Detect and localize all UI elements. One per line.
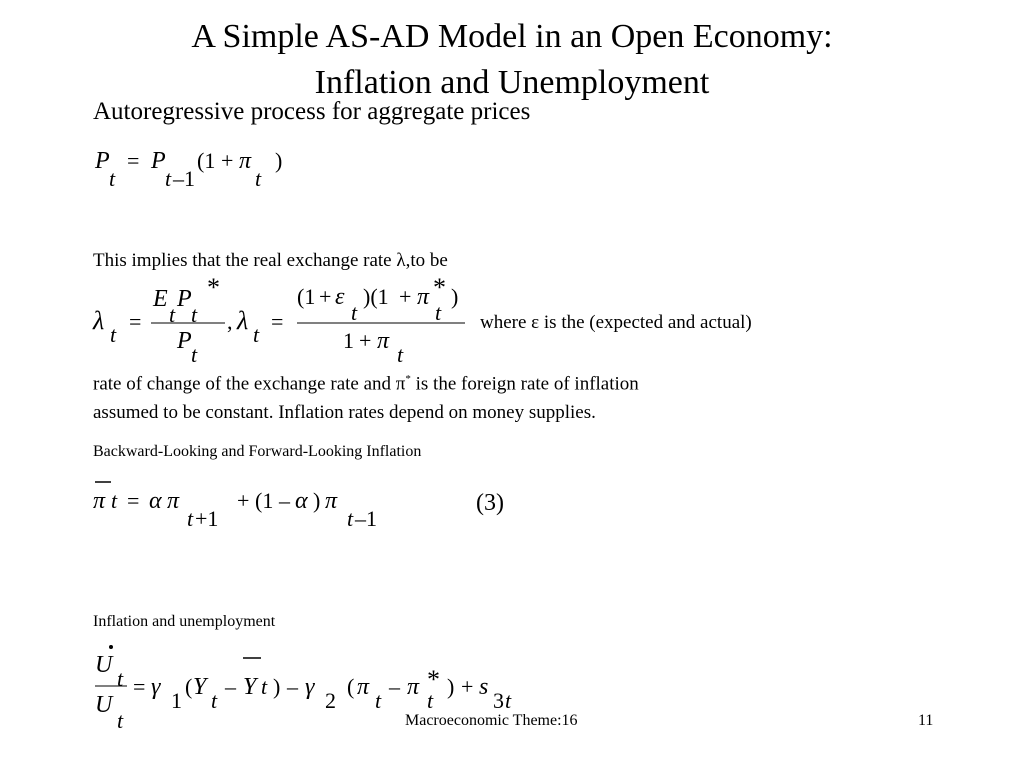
svg-text:–1: –1 xyxy=(173,166,195,191)
svg-text:1: 1 xyxy=(171,688,182,713)
svg-text:t: t xyxy=(253,322,260,347)
svg-text:–: – xyxy=(287,674,298,699)
svg-text:+: + xyxy=(319,284,332,309)
svg-text:s: s xyxy=(479,674,489,700)
svg-text:(: ( xyxy=(347,674,355,699)
equation-price-process xyxy=(93,140,313,200)
svg-text:–: – xyxy=(225,674,236,699)
svg-text:π: π xyxy=(417,284,430,310)
svg-text:λ: λ xyxy=(237,306,249,335)
slide-title-line1: A Simple AS-AD Model in an Open Economy: xyxy=(191,18,833,55)
heading-backward-forward-inflation: Backward-Looking and Forward-Looking Inflation xyxy=(93,443,422,460)
text-rate-star: * xyxy=(405,373,411,385)
svg-text:=: = xyxy=(127,488,140,513)
svg-text:π: π xyxy=(167,488,180,514)
page-number: 11 xyxy=(918,712,934,729)
svg-text:): ) xyxy=(451,284,459,309)
svg-text:π: π xyxy=(377,328,390,354)
svg-text:t: t xyxy=(427,688,434,713)
svg-text:(1: (1 xyxy=(255,488,274,513)
svg-text:–: – xyxy=(279,488,290,513)
svg-text:t: t xyxy=(191,302,198,327)
svg-text:=: = xyxy=(133,674,146,699)
svg-text:)(1: )(1 xyxy=(363,284,389,309)
svg-text:*: * xyxy=(207,273,220,302)
svg-text:t: t xyxy=(397,342,404,367)
svg-text:Y: Y xyxy=(193,674,207,700)
svg-text:,: , xyxy=(227,309,233,334)
svg-text:t: t xyxy=(117,708,124,733)
svg-text:=: = xyxy=(127,148,140,173)
svg-text:(1: (1 xyxy=(197,148,216,173)
svg-text:(1: (1 xyxy=(297,284,316,309)
svg-text:+: + xyxy=(237,488,250,513)
svg-text:3: 3 xyxy=(493,688,504,713)
svg-text:+: + xyxy=(221,148,234,173)
svg-text:t: t xyxy=(375,688,382,713)
svg-text:2: 2 xyxy=(325,688,336,713)
svg-text:P: P xyxy=(177,328,192,354)
text-rate-of-change-line2: assumed to be constant. Inflation rates depend on money supplies. xyxy=(93,402,596,423)
svg-text:): ) xyxy=(447,674,455,699)
svg-text:–: – xyxy=(389,674,400,699)
equation-inflation-expectations xyxy=(93,472,413,534)
slide-title-line2: Inflation and Unemployment xyxy=(314,64,710,101)
svg-text:): ) xyxy=(273,674,281,699)
footer-theme: Macroeconomic Theme:16 xyxy=(405,712,578,729)
text-rate-part-b: is the foreign rate of inflation xyxy=(410,373,639,395)
svg-text:P: P xyxy=(151,148,166,174)
svg-text:π: π xyxy=(357,674,370,700)
svg-text:+: + xyxy=(359,328,372,353)
subtitle-autoregressive: Autoregressive process for aggregate prices xyxy=(93,98,531,125)
svg-text:t: t xyxy=(435,300,442,325)
equation-real-exchange-rate xyxy=(93,272,473,372)
svg-text:t: t xyxy=(169,302,176,327)
svg-text:+: + xyxy=(461,674,474,699)
svg-text:+: + xyxy=(399,284,412,309)
svg-text:=: = xyxy=(129,309,142,334)
svg-text:ε: ε xyxy=(335,284,345,310)
svg-text:t: t xyxy=(255,166,262,191)
svg-text:U: U xyxy=(95,692,113,718)
svg-text:t: t xyxy=(165,166,172,191)
svg-text:t: t xyxy=(191,342,198,367)
svg-text:1: 1 xyxy=(343,328,354,353)
svg-text:t: t xyxy=(109,166,116,191)
svg-text:=: = xyxy=(271,309,284,334)
svg-text:–1: –1 xyxy=(355,506,377,531)
svg-text:λ: λ xyxy=(93,306,105,335)
svg-text:(: ( xyxy=(185,674,193,699)
svg-text:t: t xyxy=(110,322,117,347)
svg-text:π: π xyxy=(407,674,420,700)
svg-text:Y: Y xyxy=(243,674,257,700)
svg-text:t: t xyxy=(187,506,194,531)
svg-text:*: * xyxy=(427,665,440,694)
svg-text:t: t xyxy=(111,488,118,513)
svg-text:+1: +1 xyxy=(195,506,219,531)
svg-text:U: U xyxy=(95,652,113,678)
text-where-epsilon: where ε is the (expected and actual) xyxy=(480,312,752,333)
heading-inflation-unemployment: Inflation and unemployment xyxy=(93,613,276,630)
svg-text:π: π xyxy=(239,148,252,174)
svg-text:π: π xyxy=(93,488,106,514)
equation-number-3: (3) xyxy=(476,490,504,516)
svg-text:): ) xyxy=(313,488,321,513)
svg-text:t: t xyxy=(117,666,124,691)
svg-text:P: P xyxy=(95,148,110,174)
text-rate-of-change-line1 xyxy=(93,373,639,395)
svg-text:E: E xyxy=(153,286,168,312)
svg-text:t: t xyxy=(261,674,268,699)
svg-text:): ) xyxy=(275,148,283,173)
text-real-exchange-rate: This implies that the real exchange rate λ,to be xyxy=(93,250,448,271)
svg-text:t: t xyxy=(351,300,358,325)
text-rate-part-a: rate of change of the exchange rate and π xyxy=(93,373,406,395)
svg-text:γ: γ xyxy=(305,674,315,700)
svg-text:t: t xyxy=(347,506,354,531)
svg-text:P: P xyxy=(177,286,192,312)
svg-text:*: * xyxy=(433,273,446,302)
svg-text:t: t xyxy=(211,688,218,713)
svg-text:α: α xyxy=(149,488,162,514)
svg-text:γ: γ xyxy=(151,674,161,700)
svg-text:π: π xyxy=(325,488,338,514)
svg-text:t: t xyxy=(505,688,512,713)
svg-text:α: α xyxy=(295,488,308,514)
